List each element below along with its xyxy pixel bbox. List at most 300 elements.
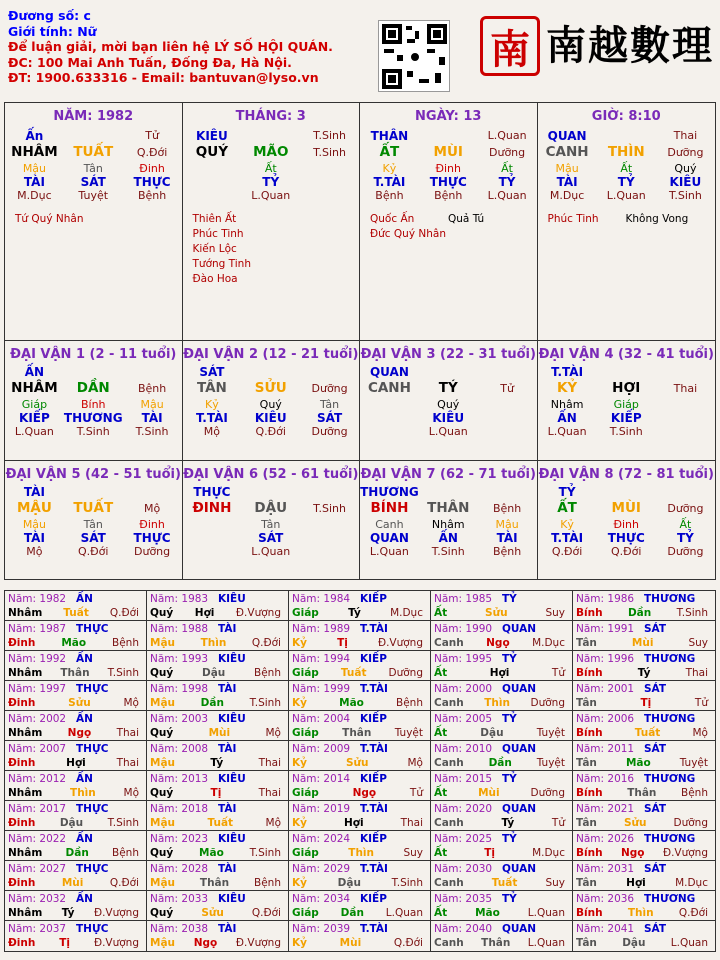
year-label: Năm: 1988 [150, 623, 209, 635]
stem-branch-row [183, 143, 360, 162]
hidden-stems-row-cell: Đinh [613, 518, 639, 531]
year-stem: Ất [434, 907, 448, 919]
year-cell [431, 651, 573, 681]
year-branch: Tị [484, 847, 495, 859]
year-stage: Q.Đới [109, 607, 139, 619]
year-stem: Ất [434, 787, 448, 799]
year-cell [5, 921, 147, 951]
stage-row-cell: L.Quan [428, 425, 468, 438]
year-stage: Mộ [265, 727, 281, 739]
year-stage: Bệnh [254, 877, 281, 889]
ten-god-row [183, 129, 360, 143]
year-stem: Mậu [150, 817, 176, 829]
cell-title: ĐẠI VẬN 2 (12 - 21 tuổi) [183, 347, 359, 362]
hidden-stems-row-cell: Canh [375, 518, 404, 531]
year-ten-god: T.TÀI [360, 743, 388, 755]
year-branch: Ngọ [67, 727, 92, 739]
ten-god [64, 485, 123, 499]
hidden-stars-row-cell: SÁT [258, 531, 284, 545]
year-ten-god: TỶ [502, 593, 517, 605]
year-stem: Tân [576, 817, 597, 829]
year-label: Năm: 1996 [576, 653, 635, 665]
stage-row-cell: T.Sinh [135, 425, 169, 438]
stage-row-cell: Q.Đới [78, 545, 109, 558]
cell-title: ĐẠI VẬN 1 (2 - 11 tuổi) [10, 347, 177, 362]
ten-god [597, 485, 656, 499]
hidden-stems-row-cell: Mậu [555, 162, 579, 175]
stage-row-cell: Bệnh [434, 189, 463, 202]
hidden-stems-row [360, 398, 537, 411]
stage-row-cell: Tuyệt [78, 189, 109, 202]
hidden-stems-row-cell: Đinh [139, 518, 165, 531]
year-stage: M.Dục [532, 637, 565, 649]
stem-branch-row [5, 499, 182, 518]
year-branch: Thìn [200, 637, 227, 649]
year-ten-god: TỶ [502, 773, 517, 785]
year-label: Năm: 2019 [292, 803, 351, 815]
year-stage: Q.Đới [678, 907, 708, 919]
year-label: Năm: 1983 [150, 593, 209, 605]
hidden-stars-row-cell: QUAN [369, 531, 409, 545]
stage-row [538, 189, 716, 202]
year-stem: Kỷ [292, 757, 307, 769]
year-stage: Q.Đới [109, 877, 139, 889]
hidden-stems-row-cell [183, 518, 242, 531]
year-cell [289, 621, 431, 651]
ten-god-row [538, 365, 716, 379]
annotations [5, 212, 182, 227]
stem-branch-row-cell: Dưỡng [667, 146, 704, 159]
year-stem: Canh [434, 697, 464, 709]
year-ten-god: KIẾP [360, 653, 387, 665]
year-cell [5, 711, 147, 741]
year-cell [573, 711, 715, 741]
cell-title: ĐẠI VẬN 6 (52 - 61 tuổi) [183, 467, 359, 482]
year-ten-god: THƯƠNG [644, 893, 696, 905]
year-branch: Sửu [345, 757, 369, 769]
year-branch: Thân [199, 877, 230, 889]
year-ten-god: ẤN [76, 833, 93, 845]
year-ten-god: SÁT [644, 923, 667, 935]
cell-title: ĐẠI VẬN 3 (22 - 31 tuổi) [360, 347, 536, 362]
year-stage: Bệnh [396, 697, 423, 709]
year-stem: Quý [150, 727, 174, 739]
hidden-stars-row-cell: THỰC [133, 531, 171, 545]
stem-branch-row-cell: Bệnh [492, 502, 522, 515]
year-cell [147, 741, 289, 771]
stem-branch-row-cell: MÙI [433, 144, 463, 160]
ten-god-row [183, 485, 360, 499]
year-cell [431, 741, 573, 771]
year-branch: Tý [637, 667, 651, 679]
year-ten-god: THỰC [76, 683, 109, 695]
stem-branch-row-cell: THÂN [427, 500, 470, 516]
year-branch: Sửu [623, 817, 647, 829]
year-ten-god: QUAN [502, 863, 537, 875]
stem-branch-row-cell: SỬU [254, 380, 287, 396]
year-label: Năm: 1986 [576, 593, 635, 605]
hidden-stems-row-cell: Giáp [613, 398, 639, 411]
ten-god [241, 485, 300, 499]
stem-branch-row-cell: MÙI [611, 500, 641, 516]
year-branch: Ngọ [620, 847, 645, 859]
hidden-stars-row-cell [360, 411, 419, 425]
year-branch: Thân [481, 937, 511, 949]
stage-row [5, 545, 182, 558]
hidden-stems-row-cell: Tân [83, 162, 103, 175]
hidden-stars-row-cell: SÁT [80, 531, 106, 545]
hidden-stars-row-cell: TỶ [262, 175, 280, 189]
stem-branch-row-cell: HỢI [612, 380, 641, 396]
year-stem: Nhâm [8, 847, 43, 859]
year-branch: Mão [625, 757, 651, 769]
stem-branch-row-cell: TUẤT [73, 500, 114, 516]
stage-row-cell: Mộ [26, 545, 43, 558]
year-branch: Thân [627, 787, 657, 799]
year-cell [5, 681, 147, 711]
stem-branch-row-cell: ẤT [557, 500, 577, 516]
pillars-grid [4, 102, 716, 580]
hidden-stars-row-cell: SÁT [80, 175, 106, 189]
hidden-stars-row-cell [656, 411, 715, 425]
hidden-stems-row [5, 518, 182, 531]
year-ten-god: KIÊU [218, 593, 246, 605]
stage-row-cell [300, 189, 359, 202]
stem-branch-row [360, 379, 537, 398]
hidden-stems-row-cell: Ất [264, 162, 277, 175]
year-stage: Thai [258, 757, 281, 769]
stem-branch-row [360, 499, 537, 518]
year-ten-god: TÀI [218, 923, 237, 935]
stage-row [538, 425, 716, 438]
cell-title: NGÀY: 13 [415, 109, 482, 124]
stage-row-cell: L.Quan [369, 545, 409, 558]
hidden-stars-row [538, 531, 716, 545]
ten-god: QUAN [547, 129, 587, 143]
stage-row-cell: T.Sinh [668, 189, 702, 202]
year-stage: Đ.Vượng [93, 907, 139, 919]
year-stage: M.Dục [675, 877, 708, 889]
year-stage: Suy [545, 607, 565, 619]
cell-title: ĐẠI VẬN 7 (62 - 71 tuổi) [360, 467, 536, 482]
year-stage: T.Sinh [249, 697, 281, 709]
hidden-stems-row-cell: Kỷ [382, 162, 397, 175]
stem-branch-row-cell: NHÂM [11, 144, 58, 160]
year-cell [5, 861, 147, 891]
hidden-stars-row [360, 411, 537, 425]
year-ten-god: TÀI [218, 743, 237, 755]
year-stage: M.Dục [532, 847, 565, 859]
year-stem: Quý [150, 847, 174, 859]
year-stem: Bính [576, 847, 603, 859]
year-cell [289, 711, 431, 741]
stage-row-cell: Q.Đới [611, 545, 642, 558]
stem-branch-row-cell: Dưỡng [667, 502, 704, 515]
ten-god [597, 365, 656, 379]
year-stage: Suy [545, 877, 565, 889]
year-stem: Ất [434, 607, 448, 619]
hidden-stars-row-cell: KIÊU [432, 411, 465, 425]
year-label: Năm: 1985 [434, 593, 493, 605]
year-branch: Mão [61, 637, 87, 649]
hidden-stars-row-cell: THỰC [133, 175, 171, 189]
annotation-line: Quốc Ấn Quả Tú [370, 213, 485, 225]
stem-branch-row-cell: ĐINH [192, 500, 232, 516]
cell-title: GIỜ: 8:10 [591, 109, 661, 124]
stem-branch-row-cell: NHÂM [11, 380, 58, 396]
hidden-stems-row [183, 398, 360, 411]
year-ten-god: KIÊU [218, 653, 246, 665]
year-label: Năm: 1998 [150, 683, 209, 695]
year-stem: Bính [576, 667, 603, 679]
year-stage: Mộ [123, 787, 139, 799]
year-ten-god: ẤN [76, 773, 93, 785]
ten-god: THÂN [370, 129, 409, 143]
stage-row [183, 545, 360, 558]
stem-branch-row-cell: BÍNH [370, 500, 409, 516]
stem-branch-row-cell: T.Sinh [313, 146, 347, 159]
year-stage: Bệnh [112, 847, 139, 859]
year-label: Năm: 2025 [434, 833, 493, 845]
year-stem: Nhâm [8, 667, 43, 679]
ten-god-row [5, 485, 182, 499]
year-branch: Tý [348, 607, 361, 619]
hidden-stems-row-cell: Mậu [22, 162, 47, 175]
ten-god-row [183, 365, 360, 379]
hidden-stars-row-cell: KIÊU [669, 175, 702, 189]
year-stage: Mộ [692, 727, 708, 739]
ten-god [241, 365, 300, 379]
stem-branch-row [538, 499, 716, 518]
year-stage: Tử [551, 667, 565, 679]
stem-branch-row [5, 379, 182, 398]
phone-email-line: ĐT: 1900.633316 - Email: bantuvan@lyso.vn [8, 70, 319, 85]
year-label: Năm: 1990 [434, 623, 493, 635]
hidden-stems-row [538, 518, 716, 531]
year-cell [573, 621, 715, 651]
year-cell [289, 651, 431, 681]
stem-branch-row-cell: T.Sinh [313, 502, 347, 515]
year-cell [431, 861, 573, 891]
year-ten-god: TÀI [218, 683, 237, 695]
year-branch: Thìn [70, 787, 96, 799]
year-ten-god: SÁT [644, 803, 667, 815]
ten-god [419, 485, 478, 499]
year-stage: L.Quan [527, 937, 565, 949]
year-cell [147, 621, 289, 651]
hidden-stars-row [538, 411, 716, 425]
year-branch: Thìn [627, 907, 654, 919]
stem-branch-row-cell: Tử [500, 382, 514, 395]
hidden-stars-row-cell: KIẾP [610, 411, 642, 425]
year-cell [5, 831, 147, 861]
stage-row [538, 545, 716, 558]
year-label: Năm: 2027 [8, 863, 67, 875]
ten-god: ẤN [24, 365, 45, 379]
annotations [538, 212, 716, 227]
year-stage: Đ.Vượng [235, 607, 281, 619]
year-branch: Tị [337, 637, 348, 649]
hidden-stems-row [538, 162, 716, 175]
year-stage: Tử [409, 787, 423, 799]
hidden-stems-row-cell: Bính [80, 398, 106, 411]
stem-branch-row-cell: TUẤT [73, 144, 114, 160]
ten-god [123, 485, 182, 499]
hidden-stems-row-cell: Tân [319, 398, 340, 411]
hidden-stars-row-cell: KIẾP [19, 411, 50, 425]
cell-title: ĐẠI VẬN 8 (72 - 81 tuổi) [538, 467, 714, 482]
year-branch: Mùi [339, 937, 362, 949]
hidden-stems-row-cell [478, 398, 537, 411]
luck-cycle-cell [360, 461, 538, 579]
year-label: Năm: 2016 [576, 773, 635, 785]
year-ten-god: TỶ [502, 653, 517, 665]
year-ten-god: TỶ [502, 713, 517, 725]
ten-god-row [538, 485, 716, 499]
qr-code[interactable] [378, 20, 450, 92]
stage-row-cell: L.Quan [487, 189, 527, 202]
luck-cycle-cell [538, 341, 716, 461]
year-branch: Tuất [63, 607, 89, 619]
year-branch: Mão [475, 907, 500, 919]
year-ten-god: KIẾP [360, 773, 387, 785]
year-stage: Đ.Vượng [93, 937, 139, 949]
year-stem: Giáp [292, 847, 319, 859]
year-stage: Bệnh [681, 787, 708, 799]
year-cell [289, 861, 431, 891]
year-stage: Mộ [265, 817, 281, 829]
hidden-stems-row-cell: Mậu [22, 518, 47, 531]
year-label: Năm: 2007 [8, 743, 67, 755]
year-stem: Bính [576, 727, 603, 739]
year-ten-god: THỰC [76, 923, 109, 935]
year-stem: Canh [434, 937, 464, 949]
stem-branch-row-cell: Dưỡng [311, 382, 348, 395]
year-cell [147, 921, 289, 951]
year-stem: Bính [576, 787, 603, 799]
hidden-stars-row-cell: T.TÀI [195, 411, 228, 425]
pillar-cell [360, 103, 538, 341]
hidden-stars-row [5, 411, 182, 425]
year-cell [147, 711, 289, 741]
hidden-stars-row-cell [183, 175, 242, 189]
year-label: Năm: 1991 [576, 623, 635, 635]
year-label: Năm: 2039 [292, 923, 351, 935]
year-branch: Dậu [201, 667, 226, 679]
year-ten-god: T.TÀI [360, 683, 388, 695]
year-stem: Ất [434, 727, 448, 739]
year-label: Năm: 2001 [576, 683, 635, 695]
year-cell [573, 651, 715, 681]
stage-row [360, 545, 537, 558]
year-branch: Dậu [480, 727, 504, 739]
hidden-stars-row-cell: ẤN [438, 531, 458, 545]
year-ten-god: THỰC [76, 803, 109, 815]
year-ten-god: SÁT [644, 683, 667, 695]
stage-row-cell: L.Quan [251, 189, 291, 202]
stem-branch-row [183, 379, 360, 398]
year-cell [431, 681, 573, 711]
stem-branch-row-cell: Mộ [143, 502, 161, 515]
year-stage: Đ.Vượng [377, 637, 423, 649]
year-cell [5, 771, 147, 801]
stage-row-cell: Dưỡng [311, 425, 348, 438]
ten-god: THỰC [193, 485, 231, 499]
year-stem: Đinh [8, 937, 36, 949]
year-label: Năm: 1987 [8, 623, 67, 635]
year-stage: Thai [400, 817, 423, 829]
year-stage: T.Sinh [391, 877, 423, 889]
year-branch: Mùi [208, 727, 231, 739]
year-ten-god: ẤN [76, 653, 93, 665]
year-label: Năm: 2024 [292, 833, 351, 845]
hidden-stars-row [183, 411, 360, 425]
hidden-stems-row-cell: Ất [501, 162, 513, 175]
year-stage: Tuyệt [394, 727, 423, 739]
year-branch: Dậu [337, 877, 361, 889]
year-stage: Q.Đới [393, 937, 423, 949]
year-stage: Tuyệt [679, 757, 708, 769]
year-stem: Nhâm [8, 727, 43, 739]
year-stage: Dưỡng [530, 697, 565, 709]
year-branch: Hợi [343, 817, 364, 829]
stage-row-cell [656, 425, 715, 438]
stage-row-cell: M.Dục [549, 189, 585, 202]
year-stem: Quý [150, 667, 174, 679]
year-stem: Bính [576, 907, 603, 919]
year-cell [147, 591, 289, 621]
hidden-stars-row [5, 531, 182, 545]
year-stage: Tử [551, 817, 565, 829]
luck-cycle-cell [5, 341, 183, 461]
year-label: Năm: 2038 [150, 923, 209, 935]
year-label: Năm: 2023 [150, 833, 209, 845]
year-cell [147, 771, 289, 801]
year-cell [5, 741, 147, 771]
hidden-stems-row [5, 398, 182, 411]
gender-line: Giới tính: Nữ [8, 23, 97, 39]
address-line: ĐC: 100 Mai Anh Tuấn, Đống Đa, Hà Nội. [8, 54, 292, 70]
hidden-stems-row-cell [360, 398, 419, 411]
year-branch: Tuất [491, 877, 518, 889]
ten-god-row [5, 129, 182, 143]
year-label: Năm: 2029 [292, 863, 351, 875]
stage-row-cell [478, 425, 537, 438]
stage-row [5, 425, 182, 438]
year-cell [573, 801, 715, 831]
hidden-stems-row-cell: Nhâm [431, 518, 465, 531]
hidden-stars-row-cell [183, 531, 242, 545]
year-stem: Giáp [292, 787, 319, 799]
year-ten-god: T.TÀI [360, 803, 388, 815]
year-stage: Bệnh [254, 667, 281, 679]
year-stage: M.Dục [390, 607, 423, 619]
year-branch: Hợi [626, 877, 646, 889]
year-label: Năm: 1982 [8, 593, 67, 605]
year-stage: Tử [694, 697, 708, 709]
year-label: Năm: 2011 [576, 743, 635, 755]
header-info [8, 8, 368, 86]
year-cell [431, 891, 573, 921]
hidden-stars-row [5, 175, 182, 189]
hidden-stems-row-cell: Giáp [21, 398, 48, 411]
stage-row [5, 189, 182, 202]
year-label: Năm: 1984 [292, 593, 351, 605]
year-branch: Tuất [634, 727, 661, 739]
year-ten-god: T.TÀI [360, 923, 388, 935]
year-branch: Mão [339, 697, 364, 709]
stage-row-cell: L.Quan [547, 425, 587, 438]
